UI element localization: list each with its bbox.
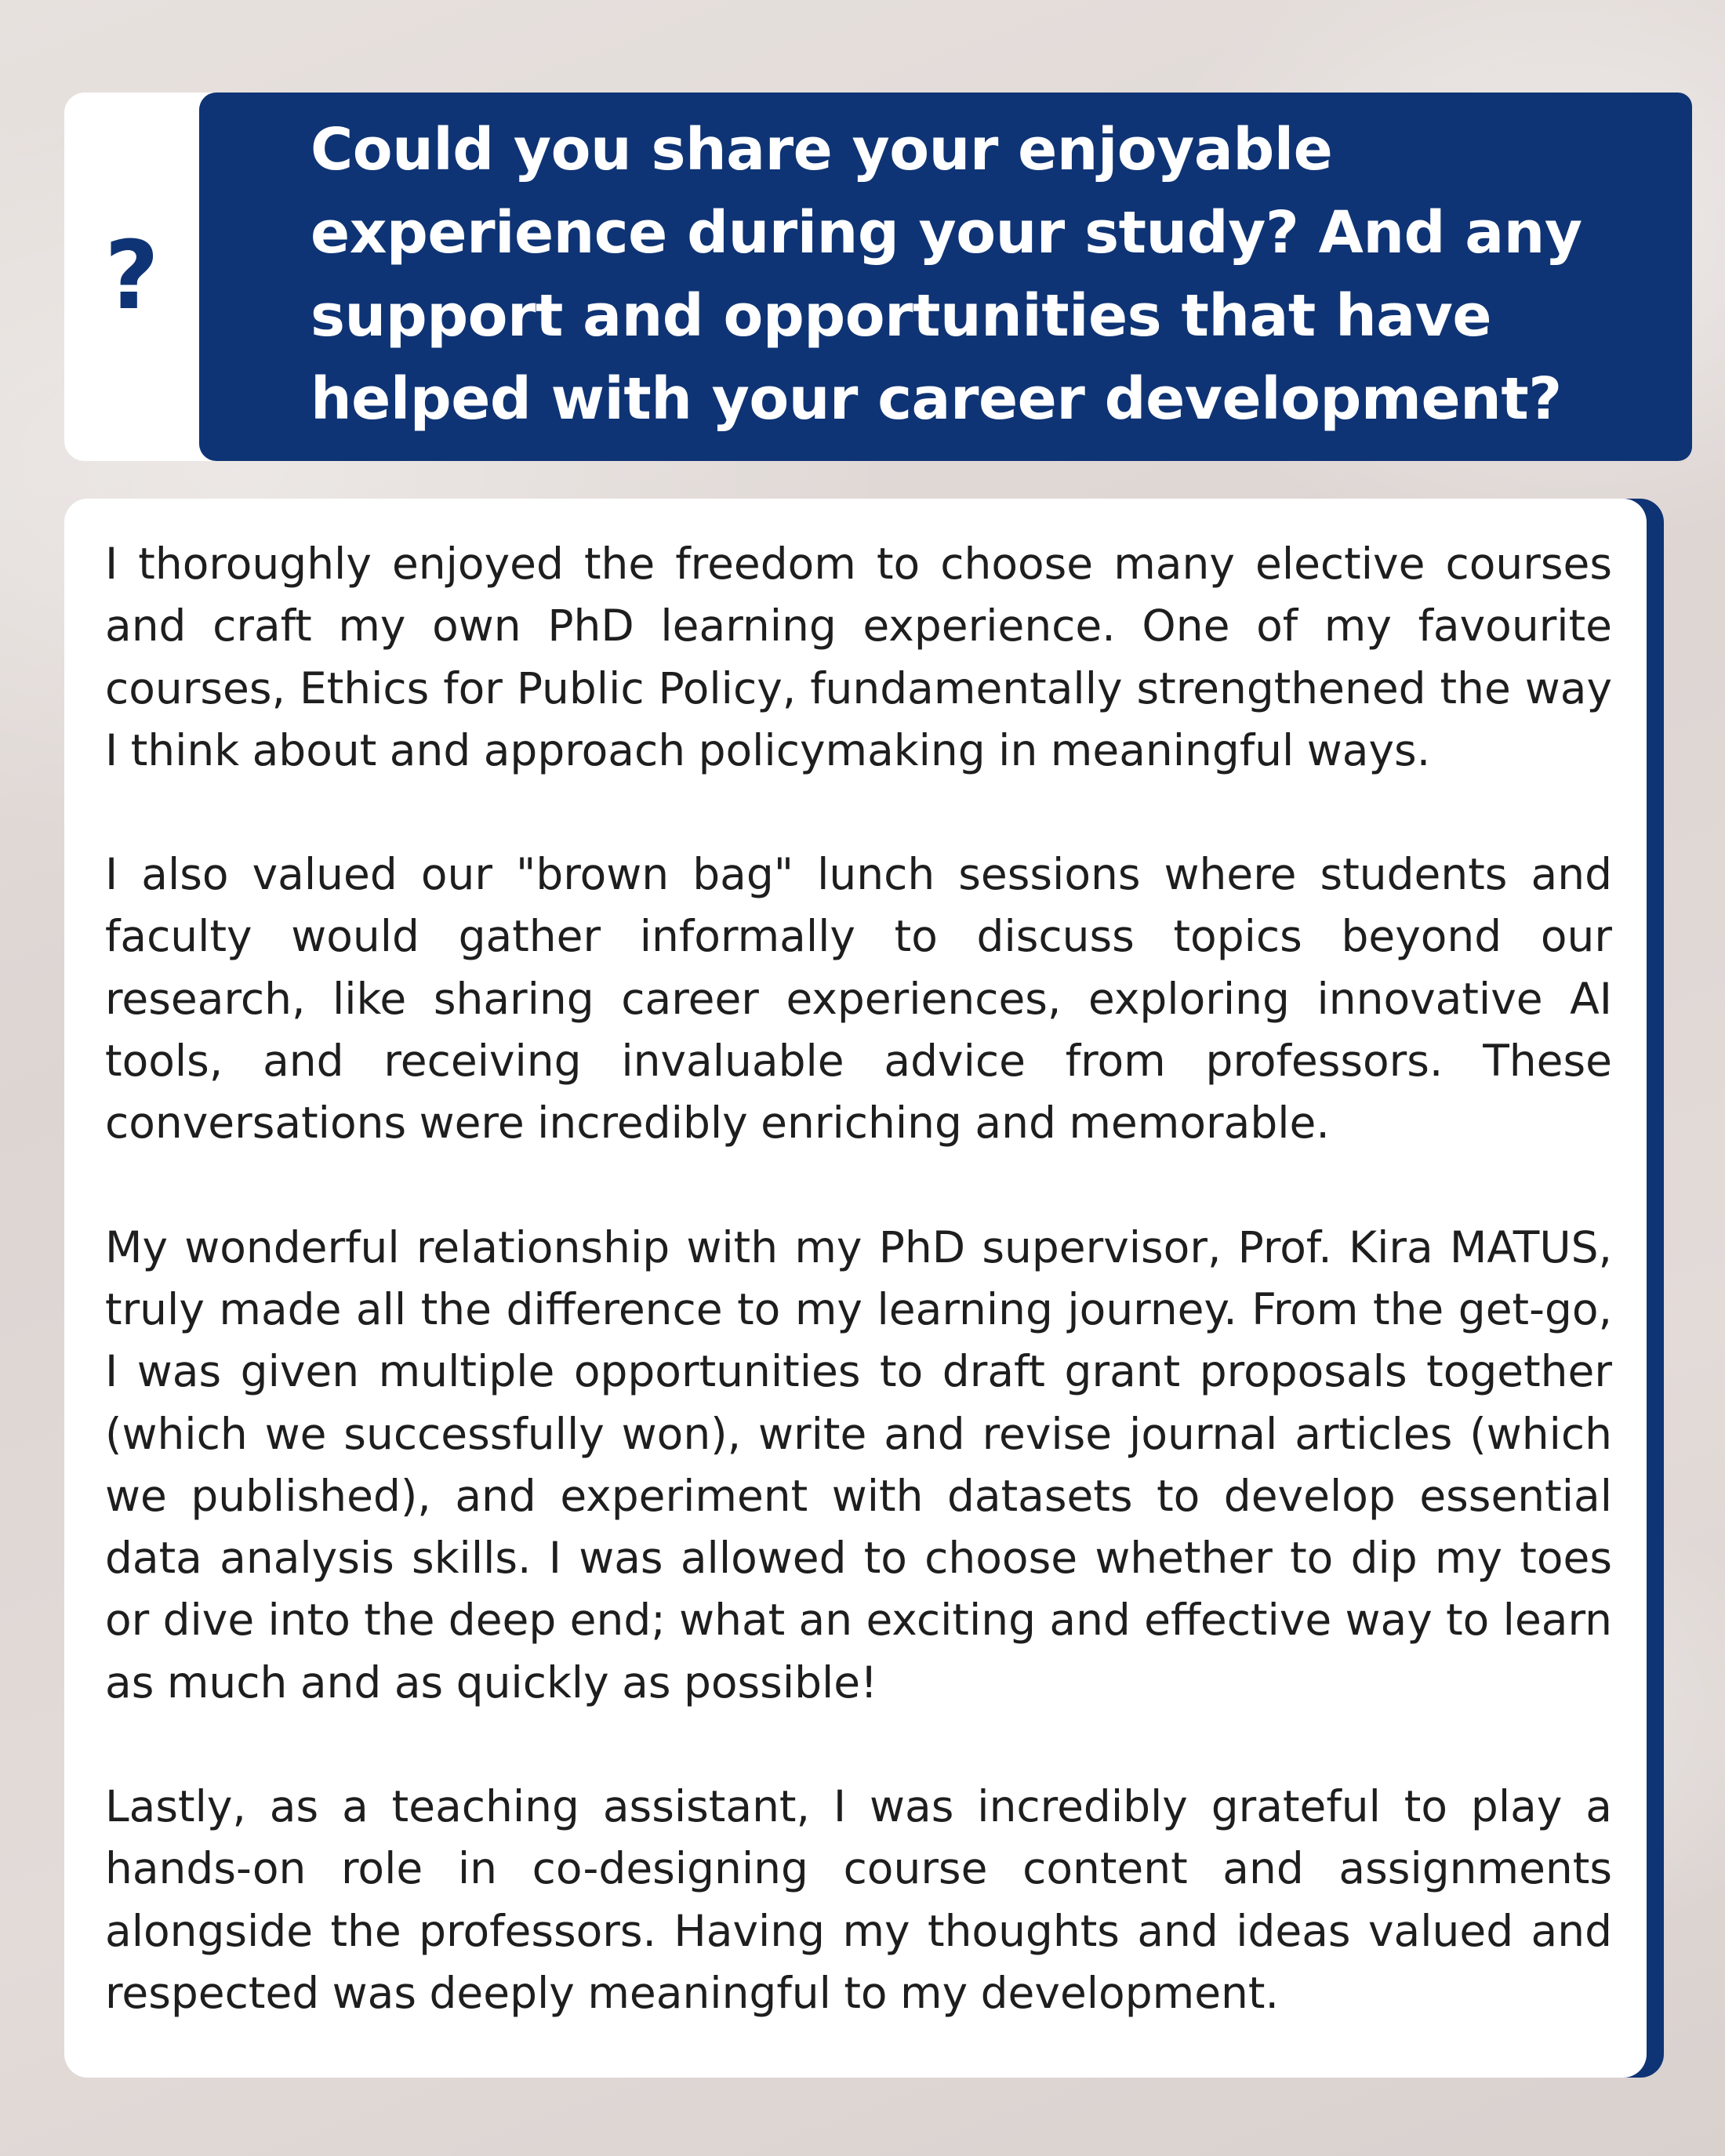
answer-paragraph-1: I thoroughly enjoyed the freedom to choose many elective courses and craft my own PhD learning experience. One of my favourite courses, Ethics for Public Policy, fundamentally strengthened the way I think about and approach policymaking in meaningful ways. xyxy=(105,539,1612,775)
answer-card xyxy=(64,499,1647,2078)
question-heading: Could you share your enjoyable experience during your study? And any support and opportunities that have helped with your career development? xyxy=(310,116,1582,433)
question-banner xyxy=(199,93,1692,461)
question-card xyxy=(64,93,1664,461)
question-mark-icon: ? xyxy=(104,222,159,331)
answer-paragraph-4: Lastly, as a teaching assistant, I was incredibly grateful to play a hands-on role in co-designing course content and assignments alongside the professors. Having my thoughts and ideas valued and respected was deeply meaningful to my development. xyxy=(105,1781,1612,2018)
answer-paragraph-3: My wonderful relationship with my PhD supervisor, Prof. Kira MATUS, truly made all the difference to my learning journey. From the get-go, I was given multiple opportunities to draft grant proposals together (which we successfully won), write and revise journal articles (which we published), and experiment with datasets to develop essential data analysis skills. I was allowed to choose whether to dip my toes or dive into the deep end; what an exciting and effective way to learn as much and as quickly as possible! xyxy=(105,1221,1612,1708)
answer-paragraph-2: I also valued our "brown bag" lunch sessions where students and faculty would gather informally to discuss topics beyond our research, like sharing career experiences, exploring innovative AI tools, and receiving invaluable advice from professors. These conversations were incredibly enriching and memorable. xyxy=(105,849,1612,1149)
